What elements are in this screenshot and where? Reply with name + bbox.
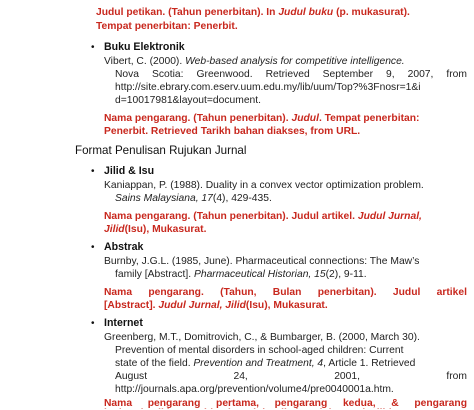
- internet-ref-line-1: Greenberg, M.T., Domitrovich, C., & Bumbarger, B. (2000, March 30).: [104, 332, 420, 343]
- abstrak-format-line-2: [Abstract]. Judul Jurnal, Jilid(Isu), Mukasurat.: [104, 300, 328, 311]
- top-format-line-2: Tempat penerbitan: Penerbit.: [96, 21, 238, 32]
- jilid-format-line-1: Nama pengarang. (Tahun penerbitan). Judul artikel. Judul Jurnal,: [104, 211, 422, 222]
- top-format-line-1: Judul petikan. (Tahun penerbitan). In Judul buku (p. mukasurat).: [96, 7, 410, 18]
- internet-ref-line-4: August 24, 2001, from: [115, 371, 467, 382]
- internet-format-line-1: Nama pengarang pertama, pengarang kedua, & pengarang: [104, 398, 467, 409]
- jilid-ref-line-2: Sains Malaysiana, 17(4), 429-435.: [115, 193, 272, 204]
- abstrak-ref-line-1: Burnby, J.G.L. (1985, June). Pharmaceutical connections: The Maw’s: [104, 256, 420, 267]
- bullet-dot: •: [91, 242, 95, 253]
- abstrak-title: Abstrak: [104, 241, 144, 253]
- jilid-title: Jilid & Isu: [104, 165, 155, 177]
- ebook-ref-line-1: Vibert, C. (2000). Web-based analysis for competitive intelligence.: [104, 56, 405, 67]
- abstrak-ref-line-2: family [Abstract]. Pharmaceutical Historian, 15(2), 9-11.: [115, 269, 367, 280]
- ebook-ref-line-3: http://site.ebrary.com.eserv.uum.edu.my/lib/uum/Top?%3Fnosr=1&i: [115, 82, 421, 93]
- ebook-ref-line-4: d=10017981&layout=document.: [115, 95, 261, 106]
- abstrak-format-line-1: Nama pengarang. (Tahun, Bulan penerbitan). Judul artikel: [104, 287, 467, 298]
- section-heading: Format Penulisan Rujukan Jurnal: [75, 144, 247, 157]
- jilid-ref-line-1: Kaniappan, P. (1988). Duality in a convex vector optimization problem.: [104, 180, 424, 191]
- bullet-dot: •: [91, 166, 95, 177]
- jilid-format-line-2: Jilid(Isu), Mukasurat.: [104, 224, 207, 235]
- bullet-dot: •: [91, 42, 95, 53]
- ebook-title: Buku Elektronik: [104, 41, 185, 53]
- bullet-dot: •: [91, 318, 95, 329]
- internet-title: Internet: [104, 317, 143, 329]
- ebook-format-line-1: Nama pengarang. (Tahun penerbitan). Judul. Tempat penerbitan:: [104, 113, 420, 124]
- ebook-format-line-2: Penerbit. Retrieved Tarikh bahan diakses, from URL.: [104, 126, 361, 137]
- ebook-ref-line-2: Nova Scotia: Greenwood. Retrieved September 9, 2007, from: [115, 69, 467, 80]
- internet-ref-line-5: http://journals.apa.org/prevention/volume4/pre0040001a.htm.: [115, 384, 394, 395]
- internet-ref-line-3: state of the field. Prevention and Treatment, 4, Article 1. Retrieved: [115, 358, 416, 369]
- internet-ref-line-2: Prevention of mental disorders in school-aged children: Current: [115, 345, 404, 356]
